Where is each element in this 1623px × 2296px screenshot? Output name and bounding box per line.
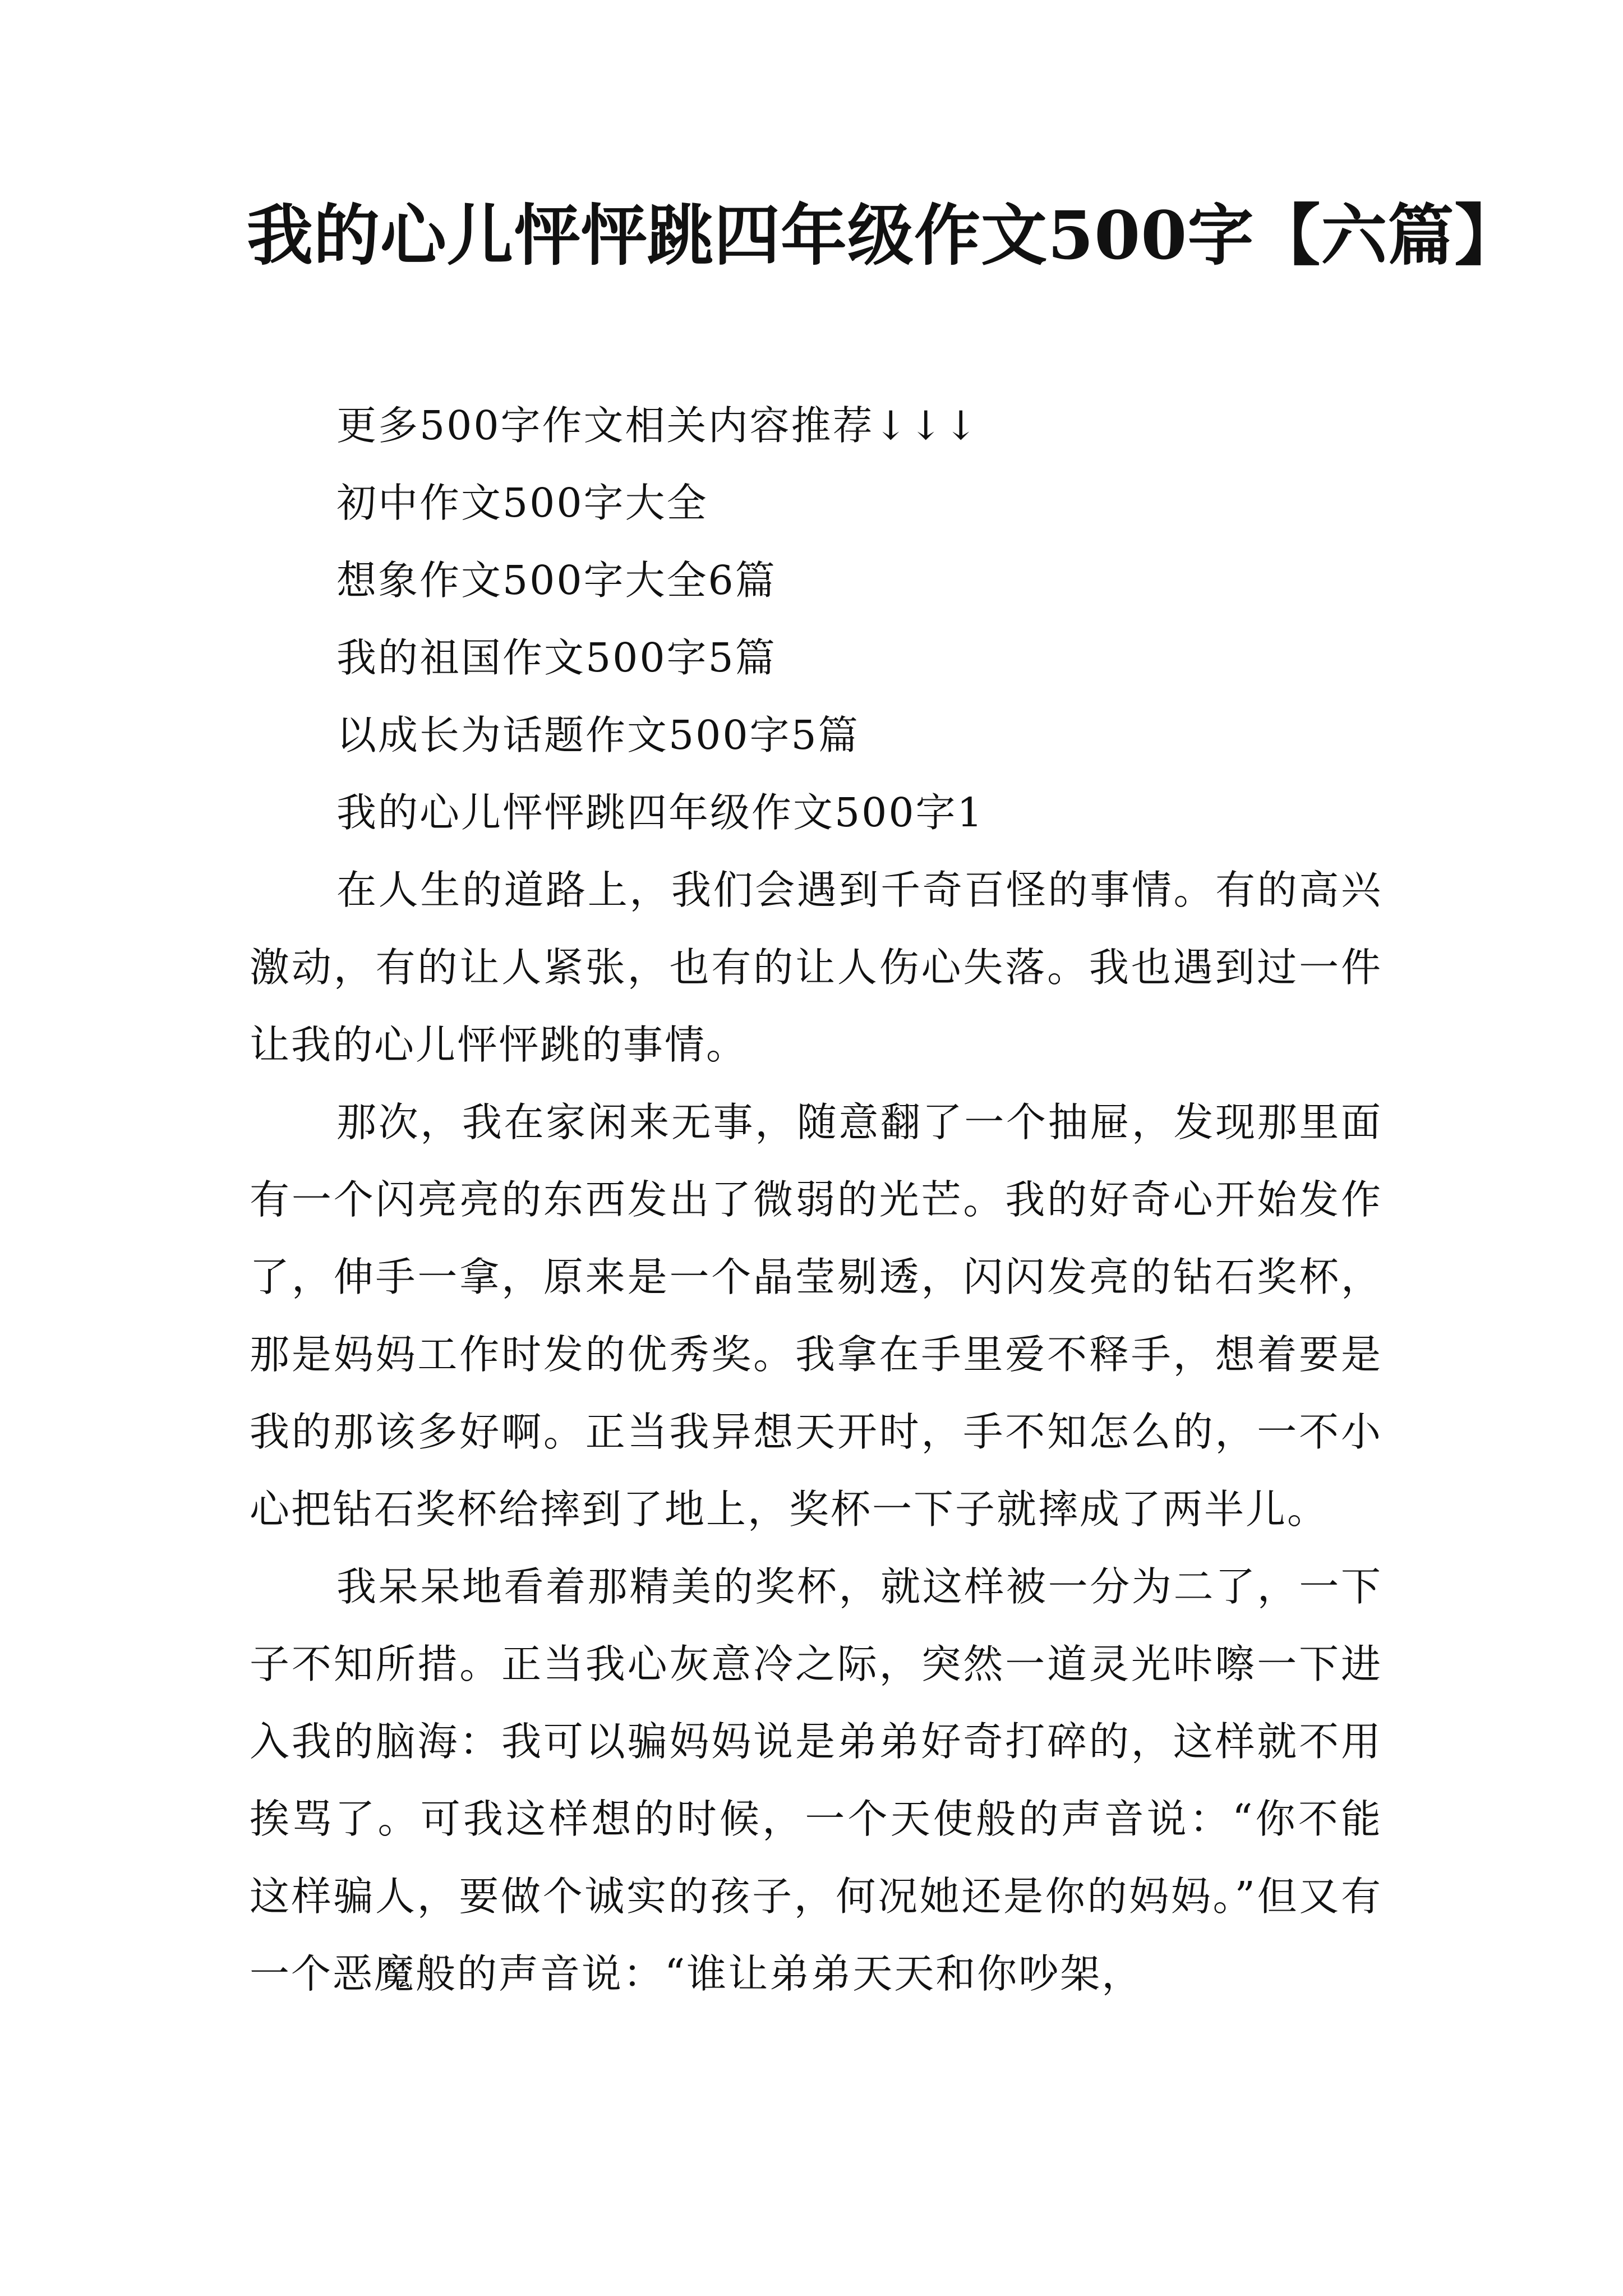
document-title: 我的心儿怦怦跳四年级作文500字【六篇】	[247, 196, 1521, 274]
body-paragraph: 我呆呆地看着那精美的奖杯，就这样被一分为二了，一下子不知所措。正当我心灰意冷之际，突然一道灵光咔嚓一下进入我的脑海：我可以骗妈妈说是弟弟好奇打碎的，这样就不用挨骂了。可我这样想的时候，一个天使般的声音说：“你不能这样骗人，要做个诚实的孩子，何况她还是你的妈妈。”但又有一个恶魔般的声音说：“谁让弟弟天天和你吵架，	[250, 1563, 1382, 1997]
recommend-link[interactable]: 我的祖国作文500字5篇	[336, 634, 777, 681]
document-body	[250, 387, 1382, 2013]
body-paragraph: 那次，我在家闲来无事，随意翻了一个抽屉，发现那里面有一个闪亮亮的东西发出了微弱的光芒。我的好奇心开始发作了，伸手一拿，原来是一个晶莹剔透，闪闪发亮的钻石奖杯，那是妈妈工作时发的优秀奖。我拿在手里爱不释手，想着要是我的那该多好啊。正当我异想天开时，手不知怎么的，一不小心把钻石奖杯给摔到了地上，奖杯一下子就摔成了两半儿。	[250, 1099, 1382, 1533]
recommend-link[interactable]: 初中作文500字大全	[336, 480, 708, 526]
section-heading: 我的心儿怦怦跳四年级作文500字1	[336, 789, 984, 836]
recommend-link[interactable]: 以成长为话题作文500字5篇	[336, 712, 860, 758]
recommend-link[interactable]: 想象作文500字大全6篇	[336, 557, 777, 604]
body-paragraph: 在人生的道路上，我们会遇到千奇百怪的事情。有的高兴激动，有的让人紧张，也有的让人伤心失落。我也遇到过一件让我的心儿怦怦跳的事情。	[250, 867, 1382, 1068]
recommend-heading: 更多500字作文相关内容推荐↓↓↓	[336, 402, 979, 449]
